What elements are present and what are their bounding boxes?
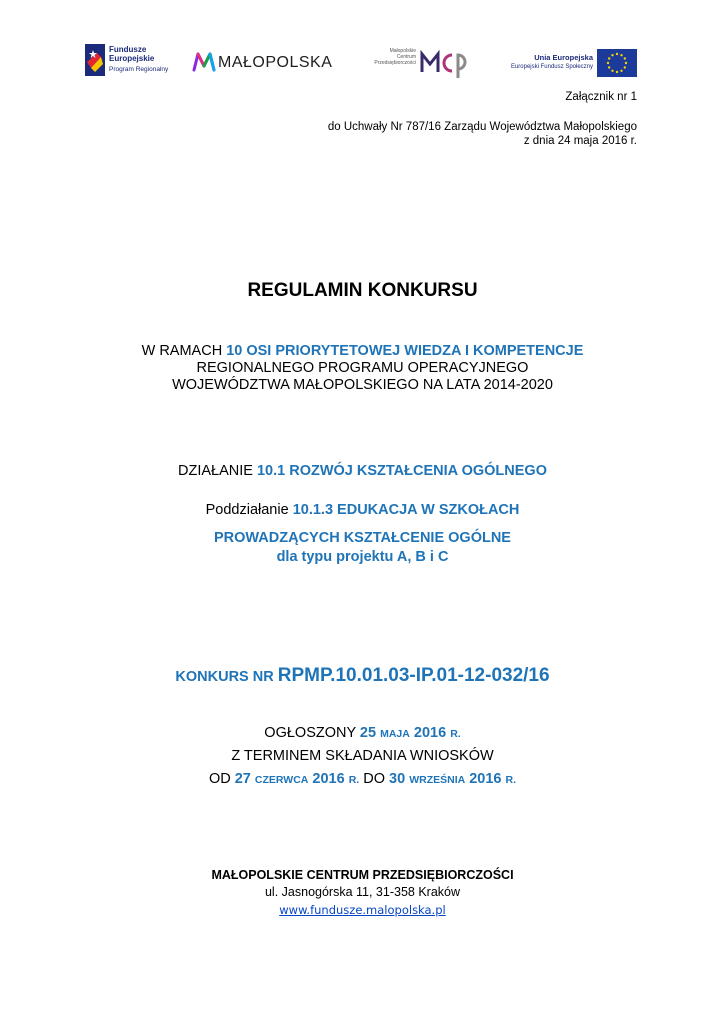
eu-logo-line2: Europejski Fundusz Społeczny <box>510 64 593 70</box>
subaction-project-types: dla typu projektu A, B i C <box>276 549 449 565</box>
announced-month: MAJA <box>380 728 410 740</box>
to-year: 2016 <box>469 771 502 787</box>
from-year: 2016 <box>312 771 345 787</box>
subaction-prefix: Poddziałanie <box>205 502 293 518</box>
contest-line <box>0 665 725 687</box>
announced-day: 25 <box>359 725 377 741</box>
action-name: 10.1 ROZWÓJ KSZTAŁCENIA OGÓLNEGO <box>256 463 547 479</box>
to-year-suffix: R. <box>505 774 517 786</box>
deadline-range-line <box>0 771 725 787</box>
action-prefix: DZIAŁANIE <box>178 463 257 479</box>
malopolska-logo-text: MAŁOPOLSKA <box>218 54 333 71</box>
contest-number: RPMP.10.01.03-IP.01-12-032/16 <box>277 665 550 686</box>
announced-year: 2016 <box>413 725 447 741</box>
mcp-mark-icon <box>420 46 470 80</box>
annex-resolution: do Uchwały Nr 787/16 Zarządu Województwa Małopolskiego <box>327 121 637 133</box>
axis-region-line: WOJEWÓDZTWA MAŁOPOLSKIEGO NA LATA 2014-2020 <box>172 377 553 393</box>
contest-prefix: KONKURS NR <box>175 669 278 685</box>
fe-logo-line1: Fundusze <box>109 45 147 54</box>
organizer-website-link[interactable]: www.fundusze.malopolska.pl <box>279 903 446 917</box>
eu-flag-icon <box>597 49 637 77</box>
fe-flag-icon <box>85 44 105 76</box>
announced-year-suffix: R. <box>450 728 461 740</box>
malopolska-logo <box>192 50 352 76</box>
fundusze-europejskie-logo <box>85 42 185 78</box>
mcp-logo <box>372 46 472 82</box>
subaction-name-part1: 10.1.3 EDUKACJA W SZKOŁACH <box>292 502 520 518</box>
annex-date: z dnia 24 maja 2016 r. <box>523 135 637 147</box>
fe-logo-line3: Program Regionalny <box>109 66 169 73</box>
to-month: WRZEŚNIA <box>409 774 466 786</box>
axis-prefix: W RAMACH <box>141 343 227 359</box>
axis-program-line: REGIONALNEGO PROGRAMU OPERACYJNEGO <box>196 360 529 376</box>
organizer-website-line <box>0 903 725 917</box>
organizer-address: ul. Jasnogórska 11, 31-358 Kraków <box>264 885 461 899</box>
mcp-logo-caption: Małopolskie Centrum Przedsiębiorczości <box>374 48 416 66</box>
eu-efs-logo <box>510 48 638 80</box>
from-day: 27 <box>234 771 251 787</box>
subaction-line <box>0 502 725 518</box>
organizer-name: MAŁOPOLSKIE CENTRUM PRZEDSIĘBIORCZOŚCI <box>211 868 514 882</box>
page-title: REGULAMIN KONKURSU <box>247 280 478 301</box>
to-label: DO <box>363 771 390 787</box>
from-month: CZERWCA <box>254 774 309 786</box>
annex-label: Załącznik nr 1 <box>565 91 637 103</box>
from-label: OD <box>208 771 235 787</box>
deadline-label: Z TERMINEM SKŁADANIA WNIOSKÓW <box>231 748 494 764</box>
subaction-name-part2: PROWADZĄCYCH KSZTAŁCENIE OGÓLNE <box>214 530 511 546</box>
to-day: 30 <box>389 771 406 787</box>
from-year-suffix: R. <box>348 774 360 786</box>
axis-name: 10 OSI PRIORYTETOWEJ WIEDZA I KOMPETENCJE <box>226 343 584 359</box>
fe-logo-line2: Europejskie <box>109 54 155 63</box>
eu-logo-line1: Unia Europejska <box>534 53 593 62</box>
axis-line <box>0 343 725 359</box>
announced-label: OGŁOSZONY <box>264 725 360 741</box>
action-line <box>0 463 725 479</box>
announced-line <box>0 725 725 741</box>
malopolska-mark-icon <box>192 50 216 74</box>
